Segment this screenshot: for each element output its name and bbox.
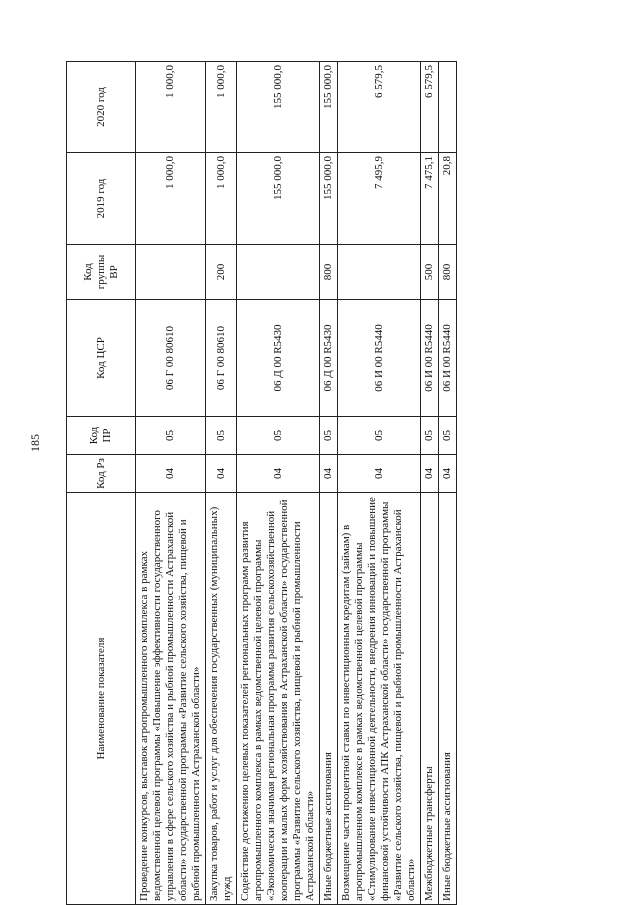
row-2019: 1 000,0 — [136, 153, 206, 245]
row-name: Межбюджетные трансферты — [421, 493, 439, 905]
header-name: Наименование показателя — [67, 493, 136, 905]
row-vr: 800 — [439, 245, 457, 300]
row-name: Проведение конкурсов, выставок агропромышленного комплекса в рамках ведомственной целевой программы «Повышение эффективности государственного управления в сфере сельского хозяйства и рыбной промышленности Астраханской области» государственной программы «Развитие сельского хозяйства, пищевой и рыбной промышленности Астраханской области» — [136, 493, 206, 905]
table-row — [320, 62, 338, 905]
row-name: Иные бюджетные ассигнования — [439, 493, 457, 905]
table-row — [421, 62, 439, 905]
row-rz: 04 — [206, 455, 237, 493]
row-2019: 155 000,0 — [237, 153, 320, 245]
row-2019: 7 475,1 — [421, 153, 439, 245]
row-csr: 06 И 00 R5440 — [338, 300, 421, 417]
row-2019: 1 000,0 — [206, 153, 237, 245]
row-2020: 6 579,5 — [421, 62, 439, 153]
row-2019: 20,8 — [439, 153, 457, 245]
row-2019: 155 000,0 — [320, 153, 338, 245]
row-vr: 800 — [320, 245, 338, 300]
row-pr: 05 — [421, 417, 439, 455]
table-row — [237, 62, 320, 905]
table-row — [206, 62, 237, 905]
row-rz: 04 — [439, 455, 457, 493]
header-pr: Код ПР — [67, 417, 136, 455]
row-rz: 04 — [338, 455, 421, 493]
row-pr: 05 — [320, 417, 338, 455]
row-2020: 155 000,0 — [237, 62, 320, 153]
table-row — [136, 62, 206, 905]
budget-table — [66, 61, 457, 905]
row-csr: 06 И 00 R5440 — [439, 300, 457, 417]
header-2019: 2019 год — [67, 153, 136, 245]
header-vr: Код группы ВР — [67, 245, 136, 300]
row-2020: 6 579,5 — [338, 62, 421, 153]
row-pr: 05 — [136, 417, 206, 455]
row-vr — [237, 245, 320, 300]
row-name: Закупка товаров, работ и услуг для обеспечения государственных (муниципальных) нужд — [206, 493, 237, 905]
budget-table-rotated — [66, 62, 508, 905]
row-2020: 1 000,0 — [136, 62, 206, 153]
row-2020 — [439, 62, 457, 153]
row-pr: 05 — [439, 417, 457, 455]
header-rz: Код Рз — [67, 455, 136, 493]
page-number: 185 — [28, 434, 42, 452]
row-csr: 06 И 00 R5440 — [421, 300, 439, 417]
row-vr — [136, 245, 206, 300]
row-rz: 04 — [237, 455, 320, 493]
table-row — [439, 62, 457, 905]
row-name: Возмещение части процентной ставки по инвестиционным кредитам (займам) в агропромышленном комплексе в рамках ведомственной целевой программы «Стимулирование инвестиционной деятельности, внедрения инноваций и повышение финансовой устойчивости АПК Астраханской области» государственной программы «Развитие сельского хозяйства, пищевой и рыбной промышленности Астраханской области» — [338, 493, 421, 905]
table-row — [338, 62, 421, 905]
row-csr: 06 Г 00 80610 — [136, 300, 206, 417]
row-csr: 06 Д 00 R5430 — [237, 300, 320, 417]
row-csr: 06 Д 00 R5430 — [320, 300, 338, 417]
row-pr: 05 — [237, 417, 320, 455]
header-2020: 2020 год — [67, 62, 136, 153]
row-vr — [338, 245, 421, 300]
row-2020: 1 000,0 — [206, 62, 237, 153]
row-pr: 05 — [206, 417, 237, 455]
row-csr: 06 Г 00 80610 — [206, 300, 237, 417]
table-header-row — [67, 62, 136, 905]
row-vr: 500 — [421, 245, 439, 300]
row-2020: 155 000,0 — [320, 62, 338, 153]
row-pr: 05 — [338, 417, 421, 455]
row-name: Иные бюджетные ассигнования — [320, 493, 338, 905]
row-rz: 04 — [320, 455, 338, 493]
row-name: Содействие достижению целевых показателей региональных программ развития агропромышленного комплекса в рамках ведомственной целевой программы «Экономически значимая региональная программа развития сельскохозяйственной кооперации и малых форм хозяйствования в Астраханской области» государственной программы «Развитие сельского хозяйства, пищевой и рыбной промышленности Астраханской области» — [237, 493, 320, 905]
row-2019: 7 495,9 — [338, 153, 421, 245]
row-rz: 04 — [136, 455, 206, 493]
row-rz: 04 — [421, 455, 439, 493]
row-vr: 200 — [206, 245, 237, 300]
header-csr: Код ЦСР — [67, 300, 136, 417]
